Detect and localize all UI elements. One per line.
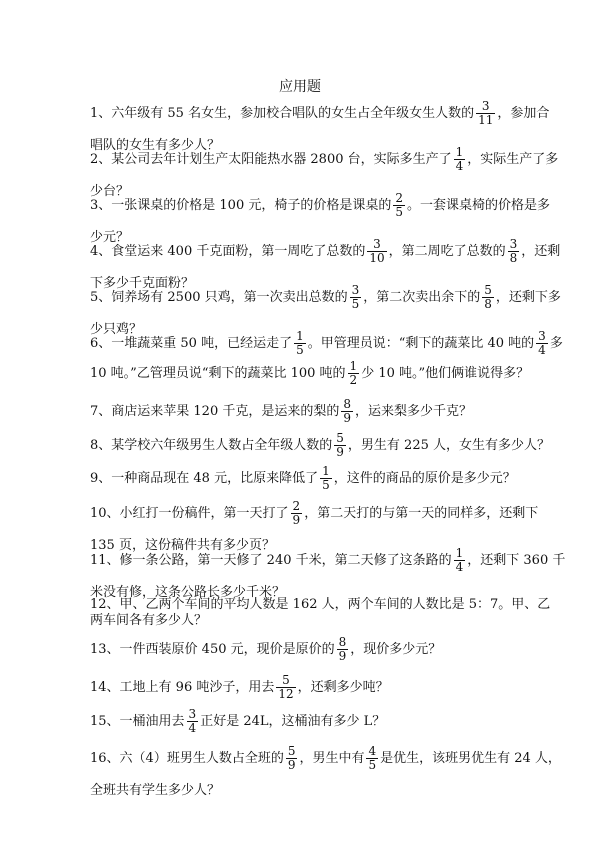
fraction: $\frac{5}{9}$ — [287, 744, 296, 772]
problem-6: 6、一堆蔬菜重 50 吨，已经运走了 $\frac{1}{5}$ 。甲管理员说：“剩下的蔬菜比 40 吨的 $\frac{3}{4}$ 多 — [90, 329, 563, 357]
problem-11: 11、修一条公路，第一天修了 240 千米，第二天修了这条路的 $\frac{1}{4}$ ，还剩下 360 千 米没有修，这条公路长多少千米？ — [90, 546, 566, 600]
fraction: $\frac{1}{4}$ — [455, 546, 464, 574]
fraction: $\frac{3}{4}$ — [188, 707, 197, 735]
problem-4: 4、食堂运来 400 千克面粉，第一周吃了总数的 $\frac{3}{10}$ ，第二周吃了总数的 $\frac{3}{8}$ ，还剩 下多少千克面粉？ — [90, 237, 561, 291]
problem-6-line-2: 10 吨。”乙管理员说“剩下的蔬菜比 100 吨的 $\frac{1}{2}$ 少 10 吨。”他们俩谁说得多？ — [90, 359, 530, 387]
problem-13: 13、一件西装原价 450 元，现价是原价的 $\frac{8}{9}$ ，现价多少元？ — [90, 635, 442, 663]
page-title: 应用题 — [279, 79, 321, 95]
fraction: $\frac{3}{5}$ — [351, 283, 360, 311]
fraction: $\frac{1}{4}$ — [455, 145, 464, 173]
fraction: $\frac{8}{9}$ — [338, 635, 347, 663]
fraction: $\frac{5}{9}$ — [336, 431, 344, 459]
fraction: $\frac{1}{5}$ — [296, 329, 304, 357]
problem-1: 1、六年级有 55 名女生，参加校合唱队的女生占全年级女生人数的 $\frac{3}{11}$ ，参加合 唱队的女生有多少人？ — [90, 99, 550, 153]
fraction: $\frac{2}{5}$ — [395, 191, 403, 219]
problem-10: 10、小红打一份稿件，第一天打了 $\frac{2}{9}$ ，第二天打的与第一天的同样多，还剩下 135 页，这份稿件共有多少页？ — [90, 499, 539, 553]
problem-7: 7、商店运来苹果 120 千克，是运来的梨的 $\frac{8}{9}$ ，运来梨多少千克？ — [90, 397, 473, 425]
fraction: $\frac{1}{5}$ — [322, 464, 330, 492]
fraction: $\frac{3}{10}$ — [369, 237, 385, 265]
fraction: $\frac{3}{4}$ — [538, 329, 546, 357]
fraction: $\frac{1}{2}$ — [349, 359, 358, 387]
fraction: $\frac{8}{9}$ — [343, 397, 351, 425]
problem-8: 8、某学校六年级男生人数占全年级人数的 $\frac{5}{9}$ ，男生有 225 人，女生有多少人？ — [90, 431, 550, 459]
fraction: $\frac{2}{9}$ — [292, 499, 301, 527]
problem-15: 15、一桶油用去 $\frac{3}{4}$ 正好是 24L，这桶油有多少 L？ — [90, 707, 386, 735]
problem-5: 5、饲养场有 2500 只鸡，第一次卖出总数的 $\frac{3}{5}$ ，第二次卖出余下的 $\frac{5}{8}$ ，还剩下多 少只鸡？ — [90, 283, 561, 337]
fraction: $\frac{5}{12}$ — [278, 673, 294, 701]
fraction: $\frac{5}{8}$ — [484, 283, 492, 311]
problem-3: 3、一张课桌的价格是 100 元，椅子的价格是课桌的 $\frac{2}{5}$ 。一套课桌椅的价格是多 少元？ — [90, 191, 551, 245]
problem-9: 9、一种商品现在 48 元，比原来降低了 $\frac{1}{5}$ ，这件的商品的原价是多少元？ — [90, 464, 516, 492]
problem-16: 16、六（4）班男生人数占全班的 $\frac{5}{9}$ ，男生中有 $\frac{4}{5}$ 是优生，该班男优生有 24 人， 全班共有学生多少人？ — [90, 744, 561, 798]
problem-14: 14、工地上有 96 吨沙子，用去 $\frac{5}{12}$ ，还剩多少吨？ — [90, 673, 389, 701]
fraction: $\frac{4}{5}$ — [368, 744, 377, 772]
fraction: $\frac{3}{11}$ — [478, 99, 494, 127]
problem-12: 12、甲、乙两个车间的平均人数是 162 人，两个车间的人数比是 5：7。甲、乙 两车间各有多少人？ — [90, 597, 551, 628]
fraction: $\frac{3}{8}$ — [509, 237, 518, 265]
problem-2: 2、某公司去年计划生产太阳能热水器 2800 台，实际多生产了 $\frac{1}{4}$ ，实际生产了多 少台？ — [90, 145, 559, 199]
